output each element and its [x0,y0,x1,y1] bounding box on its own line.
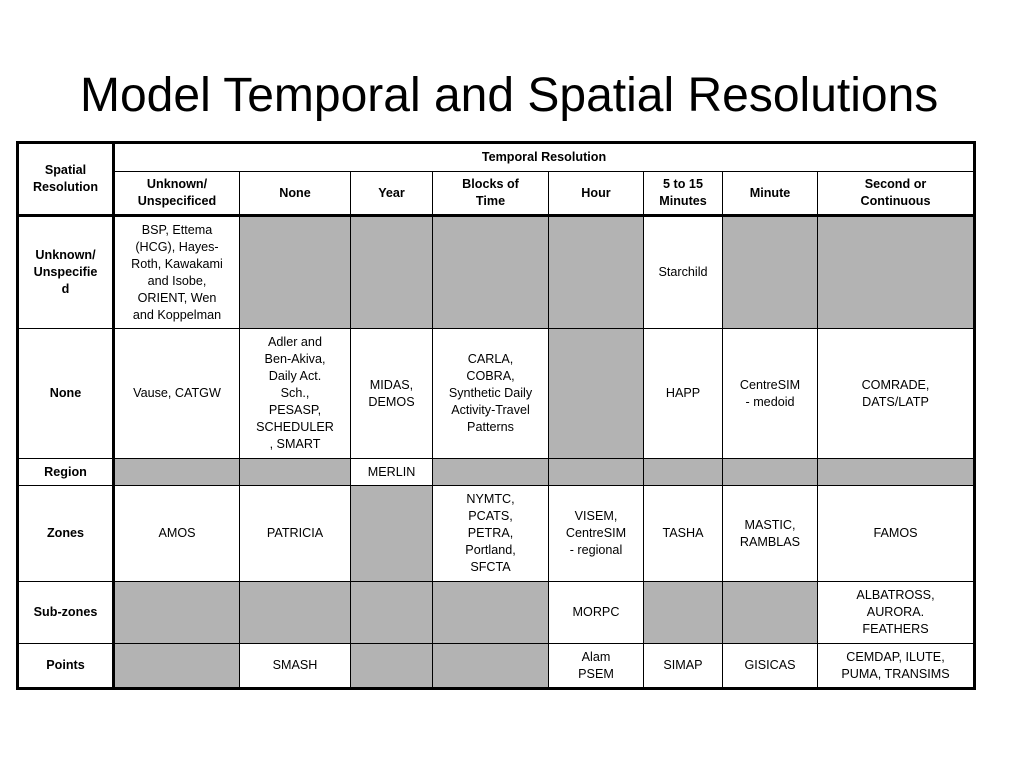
slide-title: Model Temporal and Spatial Resolutions [80,69,939,122]
shaded-cell [644,459,723,486]
shaded-cell [351,486,433,582]
model-cell: PATRICIA [240,486,351,582]
model-cell: Alam PSEM [549,644,644,689]
column-header: Second or Continuous [818,172,975,216]
model-cell: Starchild [644,216,723,329]
shaded-cell [644,582,723,644]
shaded-cell [240,459,351,486]
shaded-cell [818,216,975,329]
table-row [18,644,975,689]
shaded-cell [351,216,433,329]
model-cell: ALBATROSS, AURORA. FEATHERS [818,582,975,644]
shaded-cell [549,329,644,459]
model-cell: Vause, CATGW [114,329,240,459]
row-header: Region [18,459,114,486]
row-header: Unknown/ Unspecifie d [18,216,114,329]
shaded-cell [723,459,818,486]
table-row [18,459,975,486]
row-header: Sub-zones [18,582,114,644]
header-temporal-resolution: Temporal Resolution [114,143,975,172]
shaded-cell [549,459,644,486]
model-cell: FAMOS [818,486,975,582]
model-cell: GISICAS [723,644,818,689]
column-header: Blocks of Time [433,172,549,216]
resolution-table [16,141,976,690]
column-header: Unknown/ Unspecificed [114,172,240,216]
shaded-cell [433,644,549,689]
column-header-row [18,172,975,216]
model-cell: MASTIC, RAMBLAS [723,486,818,582]
model-cell: VISEM, CentreSIM - regional [549,486,644,582]
model-cell: CEMDAP, ILUTE, PUMA, TRANSIMS [818,644,975,689]
row-header: None [18,329,114,459]
shaded-cell [723,582,818,644]
shaded-cell [240,582,351,644]
column-header: None [240,172,351,216]
model-cell: Adler and Ben-Akiva, Daily Act. Sch., PESASP, SCHEDULER , SMART [240,329,351,459]
row-header: Points [18,644,114,689]
shaded-cell [114,644,240,689]
shaded-cell [433,459,549,486]
shaded-cell [240,216,351,329]
shaded-cell [114,582,240,644]
shaded-cell [433,582,549,644]
model-cell: AMOS [114,486,240,582]
model-cell: CARLA, COBRA, Synthetic Daily Activity-Travel Patterns [433,329,549,459]
model-cell: MIDAS, DEMOS [351,329,433,459]
shaded-cell [723,216,818,329]
column-header: 5 to 15 Minutes [644,172,723,216]
shaded-cell [114,459,240,486]
model-cell: TASHA [644,486,723,582]
column-header: Year [351,172,433,216]
table-row [18,329,975,459]
model-cell: MERLIN [351,459,433,486]
shaded-cell [351,644,433,689]
table-row [18,216,975,329]
corner-header-spatial-resolution: Spatial Resolution [18,143,114,216]
table-row [18,582,975,644]
model-cell: SMASH [240,644,351,689]
shaded-cell [549,216,644,329]
model-cell: HAPP [644,329,723,459]
column-header: Minute [723,172,818,216]
model-cell: BSP, Ettema (HCG), Hayes- Roth, Kawakami and Isobe, ORIENT, Wen and Koppelman [114,216,240,329]
model-cell: MORPC [549,582,644,644]
table-body [18,216,975,689]
table-row [18,486,975,582]
model-cell: CentreSIM - medoid [723,329,818,459]
model-cell: NYMTC, PCATS, PETRA, Portland, SFCTA [433,486,549,582]
model-cell: COMRADE, DATS/LATP [818,329,975,459]
column-header: Hour [549,172,644,216]
shaded-cell [351,582,433,644]
row-header: Zones [18,486,114,582]
shaded-cell [818,459,975,486]
model-cell: SIMAP [644,644,723,689]
shaded-cell [433,216,549,329]
